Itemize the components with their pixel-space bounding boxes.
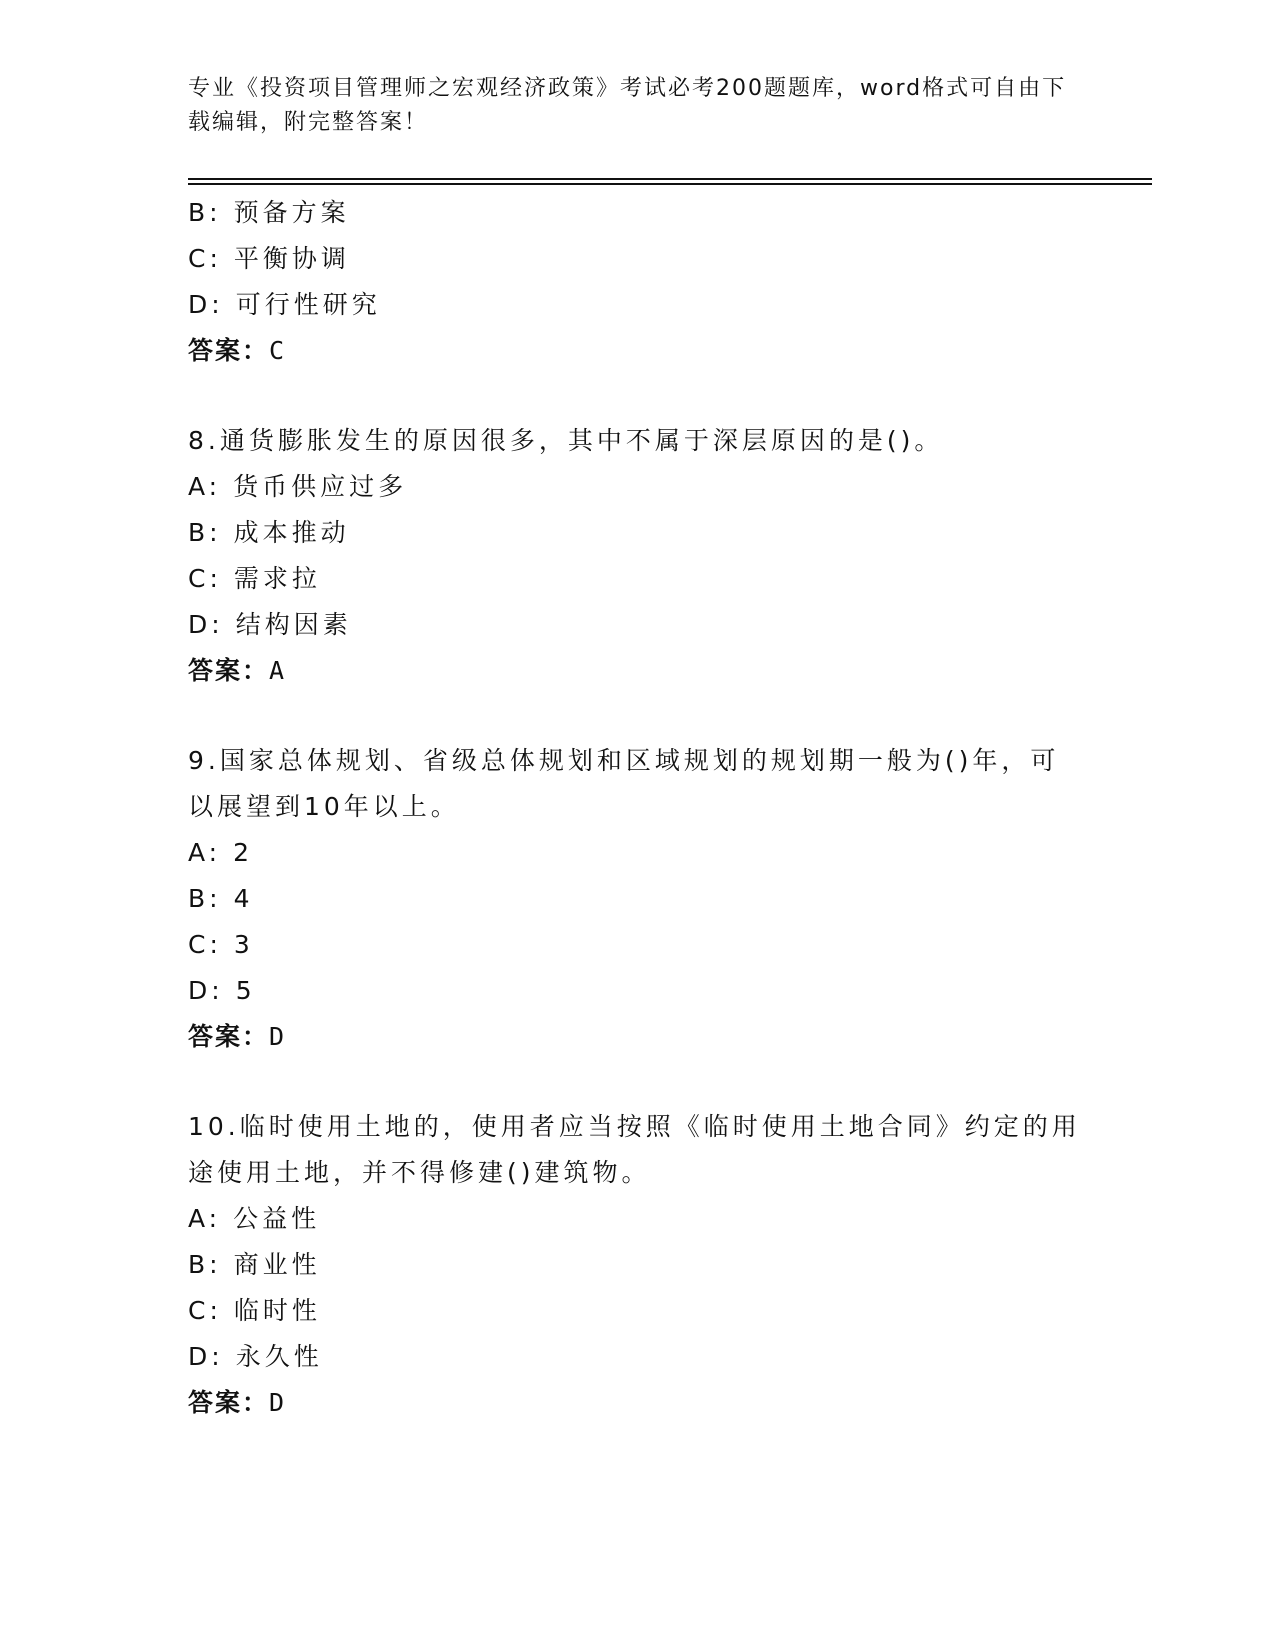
option-text: 预备方案 (233, 198, 350, 227)
document-header: 专业《投资项目管理师之宏观经济政策》考试必考200题题库，word格式可自由下载编辑，附完整答案！ (188, 76, 1067, 135)
option-text: 货币供应过多 (233, 472, 408, 501)
header-rule-bottom (188, 183, 1152, 185)
answer-value: D (269, 1388, 287, 1417)
question-stem: 9.国家总体规划、省级总体规划和区域规划的规划期一般为()年，可以展望到10年以上。 (188, 746, 1060, 821)
question-10 (188, 1104, 1088, 1426)
option-label: B: (188, 884, 222, 913)
option-text: 2 (233, 838, 253, 867)
option-text: 商业性 (233, 1250, 321, 1279)
option-b (188, 510, 1088, 556)
option-c (188, 236, 1088, 282)
question-9 (188, 738, 1088, 1060)
option-text: 3 (233, 930, 254, 959)
option-c (188, 922, 1088, 968)
option-label: C: (188, 1296, 222, 1325)
option-c (188, 1288, 1088, 1334)
option-d (188, 282, 1088, 328)
answer-line (188, 328, 1088, 374)
option-text: 可行性研究 (235, 290, 381, 319)
option-text: 5 (235, 976, 256, 1005)
answer-value: C (269, 336, 287, 365)
option-label: B: (188, 1250, 222, 1279)
question-stem: 8.通货膨胀发生的原因很多，其中不属于深层原因的是()。 (188, 426, 944, 455)
option-label: B: (188, 518, 222, 547)
option-label: D: (188, 610, 224, 639)
spacer (188, 694, 1088, 738)
option-a (188, 464, 1088, 510)
continued-question (188, 190, 1088, 374)
spacer (188, 374, 1088, 418)
option-a (188, 830, 1088, 876)
option-text: 平衡协调 (233, 244, 350, 273)
option-b (188, 876, 1088, 922)
option-text: 成本推动 (233, 518, 350, 547)
header-rule-top (188, 178, 1152, 180)
option-label: C: (188, 564, 222, 593)
option-text: 4 (233, 884, 254, 913)
option-b (188, 190, 1088, 236)
option-label: C: (188, 244, 222, 273)
option-label: D: (188, 976, 224, 1005)
answer-label: 答案： (188, 1022, 270, 1051)
answer-line (188, 1380, 1088, 1426)
question-stem: 10.临时使用土地的，使用者应当按照《临时使用土地合同》约定的用途使用土地，并不得修建()建筑物。 (188, 1112, 1081, 1187)
question-8 (188, 418, 1088, 694)
option-d (188, 968, 1088, 1014)
answer-label: 答案： (188, 656, 270, 685)
option-c (188, 556, 1088, 602)
option-text: 公益性 (233, 1204, 321, 1233)
answer-line (188, 648, 1088, 694)
option-label: B: (188, 198, 222, 227)
option-a (188, 1196, 1088, 1242)
spacer (188, 1060, 1088, 1104)
option-label: D: (188, 290, 224, 319)
option-text: 临时性 (233, 1296, 321, 1325)
answer-value: D (269, 1022, 287, 1051)
option-label: A: (188, 838, 222, 867)
option-text: 需求拉 (233, 564, 321, 593)
option-text: 永久性 (235, 1342, 323, 1371)
option-label: A: (188, 472, 222, 501)
answer-value: A (269, 656, 287, 685)
option-label: D: (188, 1342, 224, 1371)
answer-label: 答案： (188, 336, 270, 365)
answer-label: 答案： (188, 1388, 270, 1417)
option-b (188, 1242, 1088, 1288)
option-label: A: (188, 1204, 222, 1233)
question-list (188, 190, 1088, 1426)
option-text: 结构因素 (235, 610, 352, 639)
option-label: C: (188, 930, 222, 959)
option-d (188, 602, 1088, 648)
option-d (188, 1334, 1088, 1380)
answer-line (188, 1014, 1088, 1060)
